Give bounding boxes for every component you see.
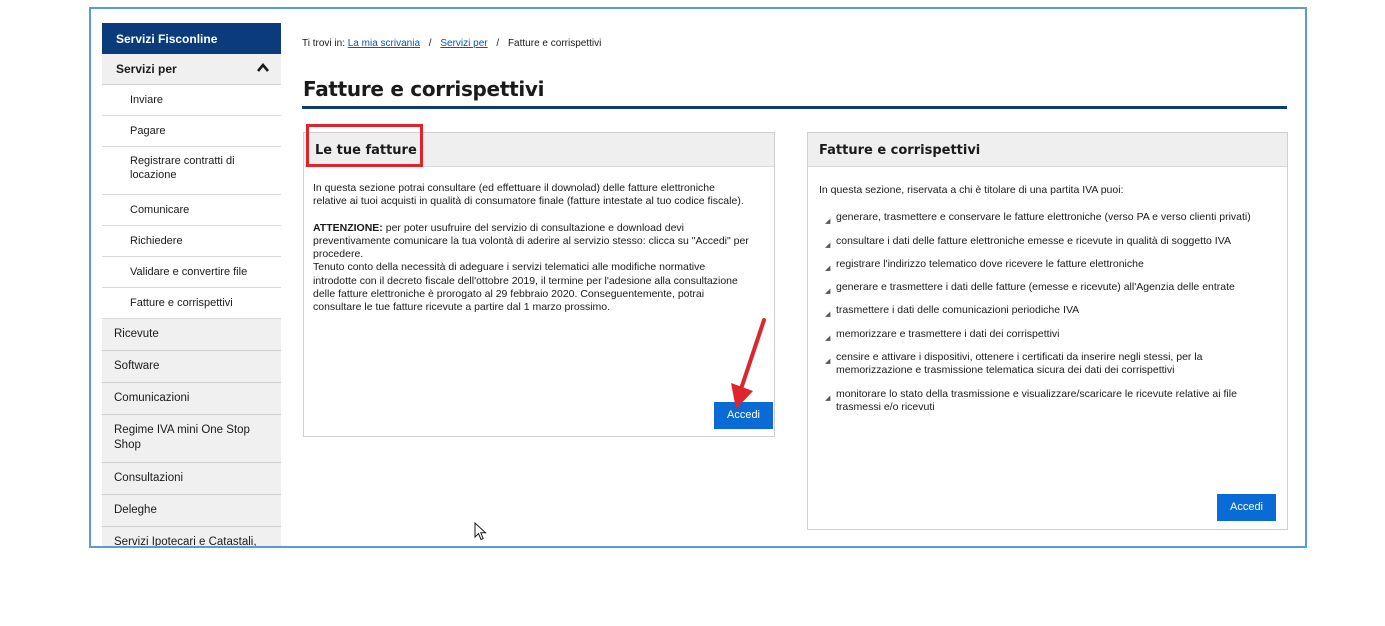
service-list-item <box>819 235 1269 248</box>
sidebar-section-servizi-per[interactable] <box>102 54 281 85</box>
bullet-icon: ◢ <box>825 218 831 226</box>
sidebar-item[interactable]: Deleghe <box>102 495 281 527</box>
sidebar-item[interactable]: Ricevute <box>102 319 281 351</box>
attention-label: ATTENZIONE: <box>313 221 383 234</box>
bullet-icon: ◢ <box>825 334 831 342</box>
breadcrumb-separator: / <box>428 38 432 49</box>
sidebar-sub-item[interactable]: Inviare <box>102 85 281 116</box>
service-list-item <box>819 258 1269 271</box>
service-list-text: trasmettere i dati delle comunicazioni periodiche IVA <box>836 304 1080 317</box>
title-divider <box>302 106 1287 109</box>
service-list-text: monitorare lo stato della trasmissione e visualizzare/scaricare le ricevute relative ai file trasmessi e/o ricevuti <box>836 387 1237 413</box>
card-header <box>304 133 774 167</box>
breadcrumb-link-servizi-per[interactable]: Servizi per <box>440 38 488 49</box>
mouse-cursor-icon <box>474 522 488 542</box>
sidebar-header[interactable]: Servizi Fisconline <box>102 23 281 54</box>
sidebar-sub-item[interactable]: Comunicare <box>102 195 281 226</box>
bullet-icon: ◢ <box>825 394 831 402</box>
sidebar <box>102 23 281 548</box>
card-body <box>808 167 1287 414</box>
bullet-icon: ◢ <box>825 264 831 272</box>
card-paragraph: Tenuto conto della necessità di adeguare i servizi telematici alle modifiche normative introdotte con il decreto fiscale dell'ottobre 2019, il termine per l'adesione alla consultazione delle fatture elettroniche è prorogato al 29 febbraio 2020. Conseguentemente, potrai consultare le tue fatture ricevute a partire dal 1 marzo prossimo. <box>313 261 738 314</box>
red-highlight-box <box>306 124 423 167</box>
sidebar-sub-list <box>102 85 281 319</box>
bullet-icon: ◢ <box>825 288 831 296</box>
sidebar-sub-item[interactable]: Pagare <box>102 116 281 147</box>
card-fatture-corrispettivi <box>807 132 1288 530</box>
page-title: Fatture e corrispettivi <box>303 77 545 101</box>
card-le-tue-fatture <box>303 132 775 437</box>
breadcrumb-current: Fatture e corrispettivi <box>507 38 602 49</box>
card-paragraph-attention <box>313 222 750 262</box>
sidebar-item[interactable]: Consultazioni <box>102 463 281 495</box>
service-list-text: consultare i dati delle fatture elettroniche emesse e ricevute in qualità di soggetto IVA <box>836 234 1231 247</box>
attention-text: per poter usufruire del servizio di consultazione e download devi preventivamente comunicare la tua volontà di aderire al servizio stesso: clicca su "Accedi" per procedere. <box>313 221 749 261</box>
service-list-item <box>819 211 1269 224</box>
card-body <box>304 167 766 315</box>
breadcrumb-separator: / <box>496 38 500 49</box>
service-list-text: memorizzare e trasmettere i dati dei corrispettivi <box>836 327 1060 340</box>
breadcrumb-prefix: Ti trovi in: <box>302 38 345 49</box>
sidebar-sub-item[interactable]: Validare e convertire file <box>102 257 281 288</box>
red-arrow-icon <box>727 317 773 413</box>
breadcrumb-link-scrivania[interactable]: La mia scrivania <box>347 38 421 49</box>
accedi-button-fatture[interactable]: Accedi <box>714 402 773 429</box>
bullet-icon: ◢ <box>825 241 831 249</box>
bullet-icon: ◢ <box>825 358 831 366</box>
service-list-text: generare e trasmettere i dati delle fatture (emesse e ricevute) all'Agenzia delle entrate <box>836 281 1235 294</box>
service-list-item <box>819 351 1269 378</box>
service-list-item <box>819 388 1269 415</box>
sidebar-item[interactable]: Servizi Ipotecari e Catastali, <box>102 527 281 548</box>
service-list-item <box>819 304 1269 317</box>
sidebar-sub-item[interactable]: Registrare contratti di locazione <box>102 147 281 195</box>
card-title: Le tue fatture <box>315 143 417 158</box>
chevron-up-icon <box>257 63 269 73</box>
service-list-text: censire e attivare i dispositivi, ottenere i certificati da inserire negli stessi, per la memorizzazione e trasmissione telematica sicura dei dati dei corrispettivi <box>836 351 1203 377</box>
sidebar-sub-item[interactable]: Richiedere <box>102 226 281 257</box>
sidebar-item[interactable]: Software <box>102 351 281 383</box>
bullet-icon: ◢ <box>825 311 831 319</box>
service-list-item <box>819 328 1269 341</box>
sidebar-sub-item[interactable]: Fatture e corrispettivi <box>102 288 281 319</box>
sidebar-section-label: Servizi per <box>116 62 177 76</box>
accedi-button-corrispettivi[interactable]: Accedi <box>1217 494 1276 521</box>
service-list-text: registrare l'indirizzo telematico dove ricevere le fatture elettroniche <box>836 257 1144 270</box>
browser-frame <box>89 7 1307 548</box>
sidebar-top-list <box>102 319 281 548</box>
card-intro: In questa sezione, riservata a chi è titolare di una partita IVA puoi: <box>819 184 1124 196</box>
card-paragraph: In questa sezione potrai consultare (ed effettuare il downolad) delle fatture elettroniche relative ai tuoi acquisti in qualità di consumatore finale (fatture intestate al tuo codice fiscale). <box>313 182 744 208</box>
card-header: Fatture e corrispettivi <box>808 133 1287 167</box>
breadcrumb <box>302 38 601 49</box>
service-list-item <box>819 281 1269 294</box>
sidebar-item[interactable]: Comunicazioni <box>102 383 281 415</box>
service-list <box>819 211 1269 414</box>
sidebar-item[interactable]: Regime IVA mini One Stop Shop <box>102 415 281 463</box>
service-list-text: generare, trasmettere e conservare le fatture elettroniche (verso PA e verso clienti privati) <box>836 211 1251 224</box>
